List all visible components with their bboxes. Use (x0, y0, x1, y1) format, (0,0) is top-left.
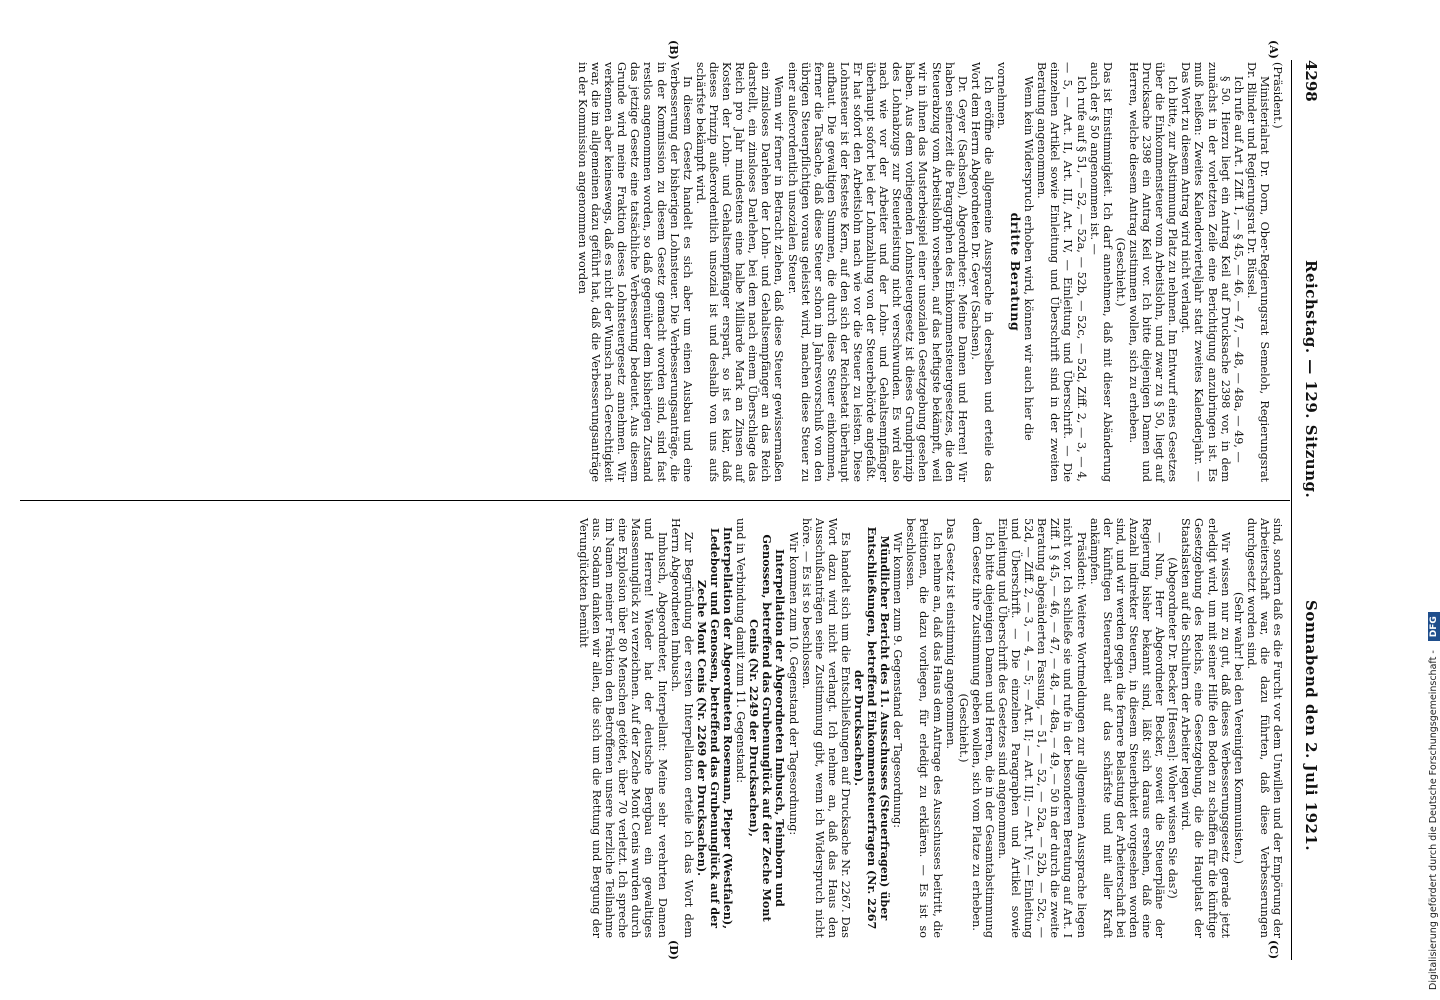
paragraph: Imbusch, Abgeordneter, Interpellant: Meine sehr verehrten Damen und Herren! Wieder hat der deutsche Bergbau ein gewaltiges Massenunglück zu verzeichnen. Auf der Zeche Mont Cenis wurden durch eine Explosion über 80 Menschen getötet, über 70 verletzt. Ich spreche im Namen meiner Fraktion den Betroffenen unsere herzliche Teilnahme aus. Sodann danken wir allen, die sich um die Rettung und Bergung der Verunglückten bemüht (577, 518, 669, 938)
margin-mark-b: (B) (667, 40, 680, 60)
paragraph: Das Gesetz ist einstimmig angenommen. (943, 518, 957, 750)
paragraph: — Nun, Herr Abgeordneter Becker, soweit die Steuerpläne der Regierung bisher bekannt sind, läßt sich daraus ersehen, daß eine Anzahl indirekter Steuern, in diesem Steuerbukett vorgesehen worden sind, und wir werden gegen die fernere Belastung der Arbeiterschaft bei der künftigen Steuerarbeit auf das schärfste und mit aller Kraft ankämpfen. (1087, 518, 1167, 938)
paragraph: Es handelt sich um die Entschließungen auf Drucksache Nr. 2267. Das Wort dazu wird nicht verlangt. Ich nehme an, daß das Haus den Ausschußanträgen seine Zustimmung gibt, wenn ich Widerspruch nicht höre. — Es ist so beschlossen. (799, 518, 852, 938)
paragraph: Ich nehme an, daß das Haus dem Antrage des Ausschusses beitritt, die Petitionen, die dazu vorliegen, für erledigt zu erklären. — Es ist so beschlossen. (904, 518, 944, 938)
paragraph: und in Verbindung damit zum 11. Gegenstand: (734, 518, 748, 783)
paragraph: Wir kommen zum 9. Gegenstand der Tagesordnung: (891, 532, 905, 829)
paragraph: Ich rufe auf Art. I Ziff. 1, — § 45, — 46, — 47, — 48, — 48a, — 49, — (1231, 76, 1245, 463)
agenda-heading: Mündlicher Bericht des 11. Ausschusses (Steuerfragen) über Entschließungen, betreffend Einkommensteuerfragen (Nr. 2267 der Drucksachen). (852, 526, 893, 930)
margin-mark-d: (D) (667, 940, 680, 960)
paragraph: Wir kommen zum 10. Gegenstand der Tagesordnung: (786, 532, 800, 836)
agenda-heading: Interpellation der Abgeordneten Rosemann, Pieper (Westfalen), Ledebour und Genossen, betreffend das Grubenunglück auf der Zeche Mont Cenis (Nr. 2269 der Drucksachen). (694, 526, 736, 930)
paragraph: In diesem Gesetz handelt es sich aber um einen Ausbau und eine Verbesserung der bisherigen Lohnsteuer. Die Verbesserungsanträge, die in der Kommission zu diesem Gesetz gemacht worden sind, sind fast restlos angenommen worden, so daß gegenüber dem bisherigen Zustand das jetzige Gesetz eine tatsächliche Verbesserung bedeutet. Aus diesem Grunde wird meine Fraktion dieses Lohnsteuergesetz annehmen. Wir verkennen aber keineswegs, daß es nicht der Wunsch nach Gerechtigkeit war, die im allgemeinen dazu geführt hat, daß die Verbesserungsanträge in der Kommission angenommen worden (576, 62, 694, 482)
paragraph: (Sehr wahr! bei den Vereinigten Kommunisten.) (1231, 591, 1245, 865)
page-header (1290, 60, 1320, 960)
paragraph: sind, sondern daß es die Furcht vor dem Unwillen und der Empörung der Arbeiterschaft war, die dazu führten, daß diese Verbesserungen durchgesetzt worden sind. (1244, 518, 1284, 938)
paragraph: (Präsident.) (1271, 62, 1284, 129)
paragraph: (Abgeordneter Dr. Becker [Hessen]: Woher wissen Sie das?) (1166, 557, 1180, 899)
paragraph: (Geschieht.) (1113, 237, 1127, 307)
footer-bar (1412, 10, 1439, 990)
paragraph: (Geschieht.) (956, 693, 970, 763)
paragraph: Zur Begründung der ersten Interpellation erteile ich das Wort dem Herrn Abgeordneten Imbusch. (668, 518, 695, 938)
footer-credit-text: Digitalisierung gefördert durch die Deutsche Forschungsgemeinschaft - (1428, 650, 1439, 990)
paragraph: Wenn kein Widerspruch erhoben wird, können wir auch hier die (1022, 76, 1036, 441)
paragraph: § 50. Hierzu liegt ein Antrag Keil auf Drucksache 2398 vor, in dem zunächst in der vorletzten Zeile eine Berichtigung anzubringen ist. Es muß heißen: Zweites Kalendervierteljahr statt zweites Kalenderjahr. — Das Wort zu diesem Antrag wird nicht verlangt. (1179, 62, 1232, 482)
paragraph: Wenn wir ferner in Betracht ziehen, daß diese Steuer gewissermaßen ein zinsloses Darlehen der Lohn- und Gehaltsempfänger an das Reich darstellt, ein zinsloses Darlehen, bei dem nach einem Überschlage das Reich pro Jahr mindestens eine halbe Milliarde Mark an Zinsen auf Kosten der Lohn- und Gehaltsempfänger erspart, so ist es klar, daß dieses Prinzip außerordentlich unsozial ist und deshalb von uns aufs schärfste bekämpft wird. (693, 62, 786, 482)
right-column (577, 518, 1284, 938)
header-title-right: Sonnabend den 2. Juli 1921. (1302, 600, 1320, 852)
paragraph: Ich bitte, zur Abstimmung Platz zu nehmen. Im Entwurf eines Gesetzes über die Einkommensteuer vom Arbeitslohn, und zwar zu § 50, liegt auf Drucksache 2398 ein Antrag Keil vor. Ich bitte diejenigen Damen und Herren, welche diesem Antrag zustimmen wollen, sich zu erheben. (1126, 62, 1180, 482)
paragraph: Ich bitte diejenigen Damen und Herren, die in der Gesamtabstimmung dem Gesetz ihre Zustimmung geben wollen, sich vom Platze zu erheben. (969, 518, 996, 938)
left-column (576, 62, 1284, 482)
header-title-left: Reichstag. — 129. Sitzung. (1302, 260, 1320, 499)
dfg-logo: DFG (1428, 612, 1440, 641)
margin-mark-c: (C) (1267, 940, 1280, 960)
paragraph: Das ist Einstimmigkeit. Ich darf annehmen, daß mit dieser Abänderung auch der § 50 angenommen ist. — (1087, 62, 1114, 482)
agenda-heading: Interpellation der Abgeordneten Imbusch, Teimborn und Genossen, betreffend das Grubenunglück auf der Zeche Mont Cenis (Nr. 2249 der Drucksachen), (747, 534, 788, 922)
paragraph: Ich rufe auf § 51, — 52, — 52a, — 52b, — 52c, — 52d, Ziff. 2, — 3, — 4, — 5, — Art. II, Art. III, Art. IV, — Einleitung und Überschrift. — Die einzelnen Artikel sowie Einleitung und Überschrift sind in der zweiten Beratung angenommen. (1035, 62, 1088, 482)
section-heading: dritte Beratung (1008, 212, 1024, 332)
paragraph: Wir wissen nur zu gut, daß dieses Verbesserungsgesetz gerade jetzt erledigt wird, um mit seiner Hilfe den Boden zu schaffen für die künftige Gesetzgebung des Reichs, eine Gesetzgebung, die die Hauptlast der Staatslasten auf die Schultern der Arbeiter legen wird. (1179, 518, 1232, 938)
paragraph: Dr. Geyer (Sachsen), Abgeordneter: Meine Damen und Herren! Wir haben seinerzeit die Paragraphen des Einkommensteuergesetzes, die den Steuerabzug vom Arbeitslohn vorsehen, auf das heftigste bekämpft, weil wir in ihnen das Musterbeispiel einer unsozialen Gesetzgebung gesehen haben. Aus dem vorliegenden Lohnsteuergesetz ist dieses Grundprinzip des Lohnabzugs zur Steuerleistung nicht verschwunden. Es wird also nach wie vor der Arbeiter und der Lohn- und Gehaltsempfänger überhaupt sofort bei der Lohnzahlung von der Steuerbehörde angefaßt. Er hat sofort den Arbeitslohn nach wie vor die Steuer zu leisten. Diese Lohnsteuer ist der festeste Kern, auf den sich der Reichsetat überhaupt aufbaut. Die gewaltigen Summen, die durch diese Steuer einkommen, ferner die Tatsache, daß diese Steuer schon im Jahresvorschuß von den übrigen Steuerpflichtigen voraus geleistet wird, machen diese Steuer zu einer außerordentlich unsozialen Steuer. (785, 62, 969, 482)
margin-mark-a: (A) (1267, 40, 1280, 59)
column-divider (20, 500, 1290, 501)
footer-credit (1428, 10, 1440, 990)
paragraph: Ministerialrat Dr. Dorn, Ober-Regierungsrat Semeloh, Regierungsrat Dr. Blinder und Regierungsrat Dr. Büssel. (1244, 62, 1271, 482)
paragraph: Ich eröffne die allgemeine Aussprache in derselben und erteile das Wort dem Herrn Abgeordneten Dr. Geyer (Sachsen). (968, 62, 995, 482)
page-number: 4298 (1302, 60, 1320, 102)
paragraph: Präsident: Weitere Wortmeldungen zur allgemeinen Aussprache liegen nicht vor. Ich schließe sie und rufe in der besonderen Beratung auf Art. I Ziff. 1 § 45, — 46, — 47, — 48, — 48a, — 49, — 50 in der durch die zweite Beratung abgeänderten Fassung, — 51, — 52, — 52a, — 52b, — 52c, — 52d, — Ziff. 2, — 3, — 4, — 5; — Art. II; — Art. III; — Art. IV; — Einleitung und Überschrift. — Die einzelnen Paragraphen und Artikel sowie Einleitung und Überschrift des Gesetzes sind angenommen. (996, 518, 1088, 938)
paragraph: vornehmen. (995, 62, 1009, 130)
header-rule (1291, 60, 1292, 960)
